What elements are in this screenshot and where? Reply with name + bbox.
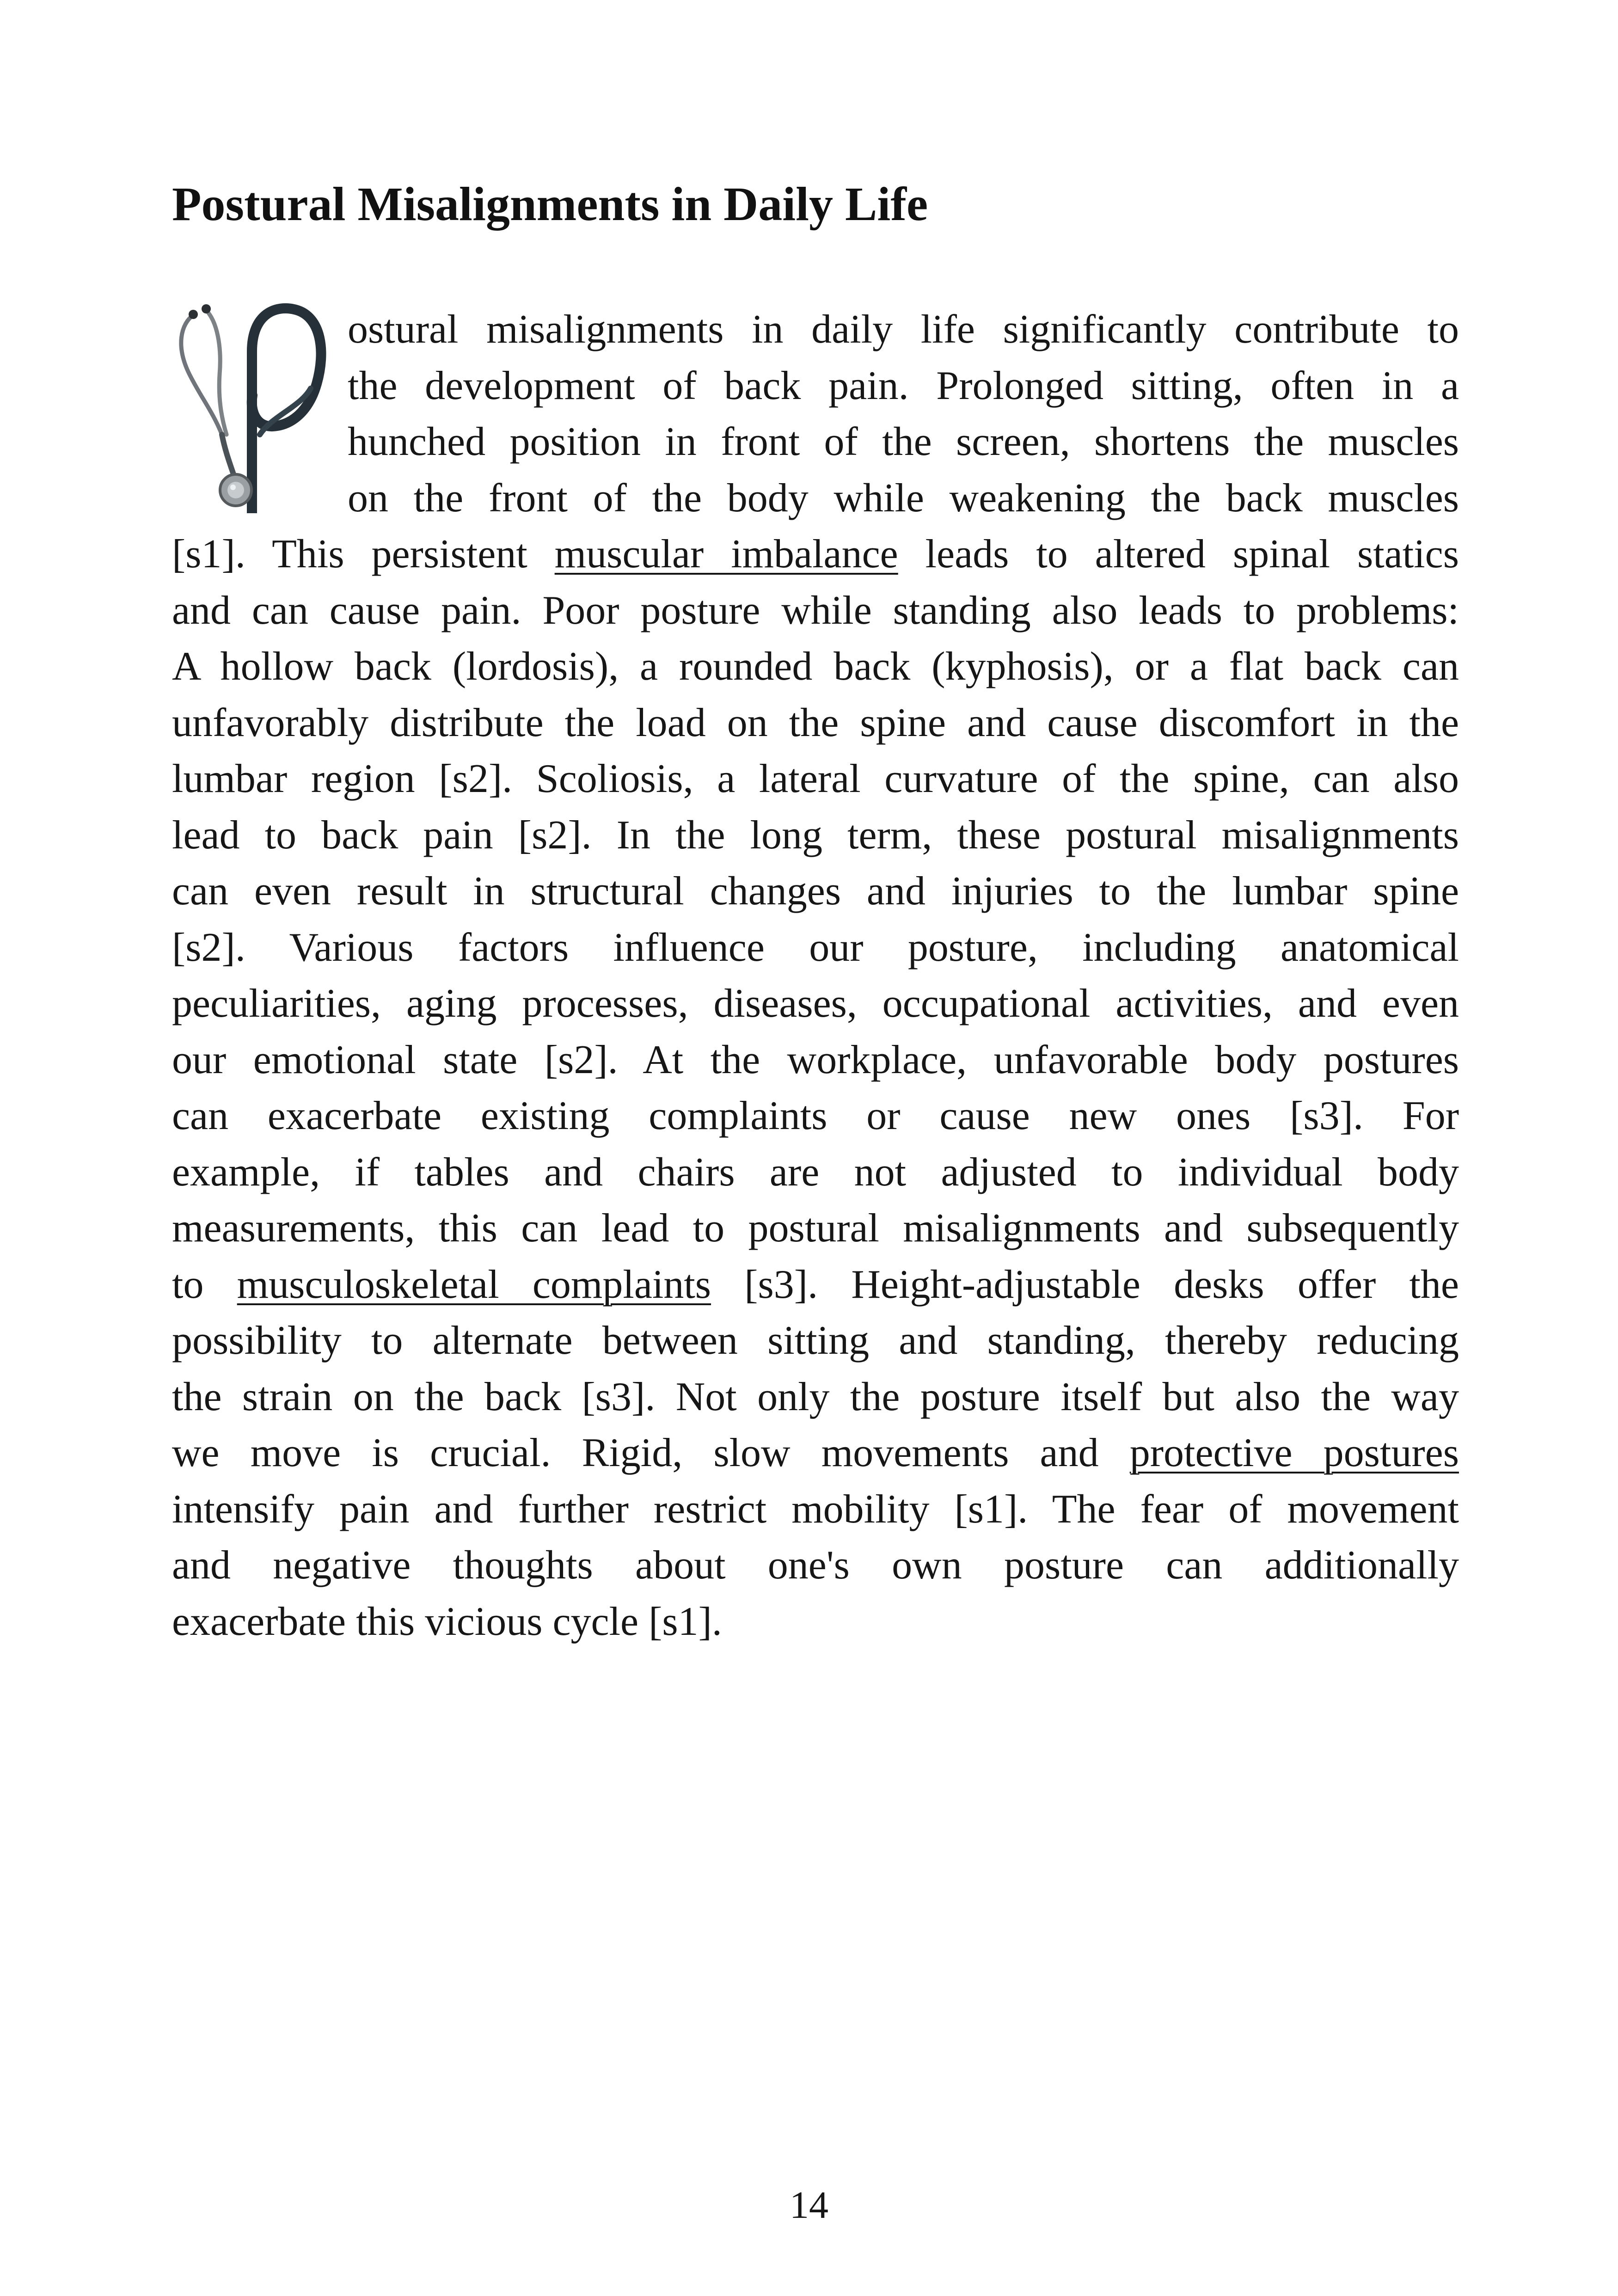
text-line: ostural misalignments in daily life significantly contribute to (348, 307, 1459, 352)
text-line: the strain on the back [s3]. Not only the posture itself but also the way (172, 1374, 1459, 1419)
text-line (172, 1257, 1459, 1313)
text-line: unfavorably distribute the load on the spine and cause discomfort in the (172, 700, 1459, 745)
text-line: exacerbate this vicious cycle [s1]. (172, 1599, 722, 1644)
text-line: hunched position in front of the screen, shortens the muscles (348, 419, 1459, 464)
text-line: [s2]. Various factors influence our posture, including anatomical (172, 925, 1459, 970)
text-line: our emotional state [s2]. At the workplace, unfavorable body postures (172, 1037, 1459, 1082)
text-line: can even result in structural changes and injuries to the lumbar spine (172, 869, 1459, 914)
text-run: [s1]. This persistent (172, 532, 555, 577)
text-line: can exacerbate existing complaints or cause new ones [s3]. For (172, 1093, 1459, 1138)
text-line: and negative thoughts about one's own posture can additionally (172, 1543, 1459, 1588)
text-run: leads to altered spinal statics (898, 532, 1459, 577)
text-line (172, 1425, 1459, 1481)
text-line (172, 526, 1459, 583)
text-line: the development of back pain. Prolonged sitting, often in a (348, 363, 1459, 408)
underlined-term: musculoskeletal complaints (237, 1262, 711, 1307)
text-run: to (172, 1262, 237, 1307)
text-line: possibility to alternate between sitting and standing, thereby reducing (172, 1318, 1459, 1363)
section-heading: Postural Misalignments in Daily Life (172, 178, 928, 231)
text-line: lead to back pain [s2]. In the long term, these postural misalignments (172, 812, 1459, 858)
underlined-term: muscular imbalance (554, 532, 898, 577)
text-line: measurements, this can lead to postural misalignments and subsequently (172, 1206, 1459, 1251)
text-line: intensify pain and further restrict mobility [s1]. The fear of movement (172, 1486, 1459, 1532)
text-line: peculiarities, aging processes, diseases, occupational activities, and even (172, 981, 1459, 1026)
underlined-term: protective postures (1129, 1430, 1459, 1475)
text-line: lumbar region [s2]. Scoliosis, a lateral curvature of the spine, can also (172, 756, 1459, 801)
body-paragraph (172, 301, 1459, 1650)
text-line: example, if tables and chairs are not adjusted to individual body (172, 1149, 1459, 1195)
text-run: [s3]. Height-adjustable desks offer the (711, 1262, 1459, 1307)
text-line: and can cause pain. Poor posture while standing also leads to problems: (172, 588, 1459, 633)
text-line: on the front of the body while weakening the back muscles (348, 475, 1459, 521)
page-number: 14 (790, 2184, 828, 2227)
text-run: we move is crucial. Rigid, slow movements and (172, 1430, 1130, 1475)
text-line: A hollow back (lordosis), a rounded back (kyphosis), or a flat back can (172, 644, 1459, 689)
